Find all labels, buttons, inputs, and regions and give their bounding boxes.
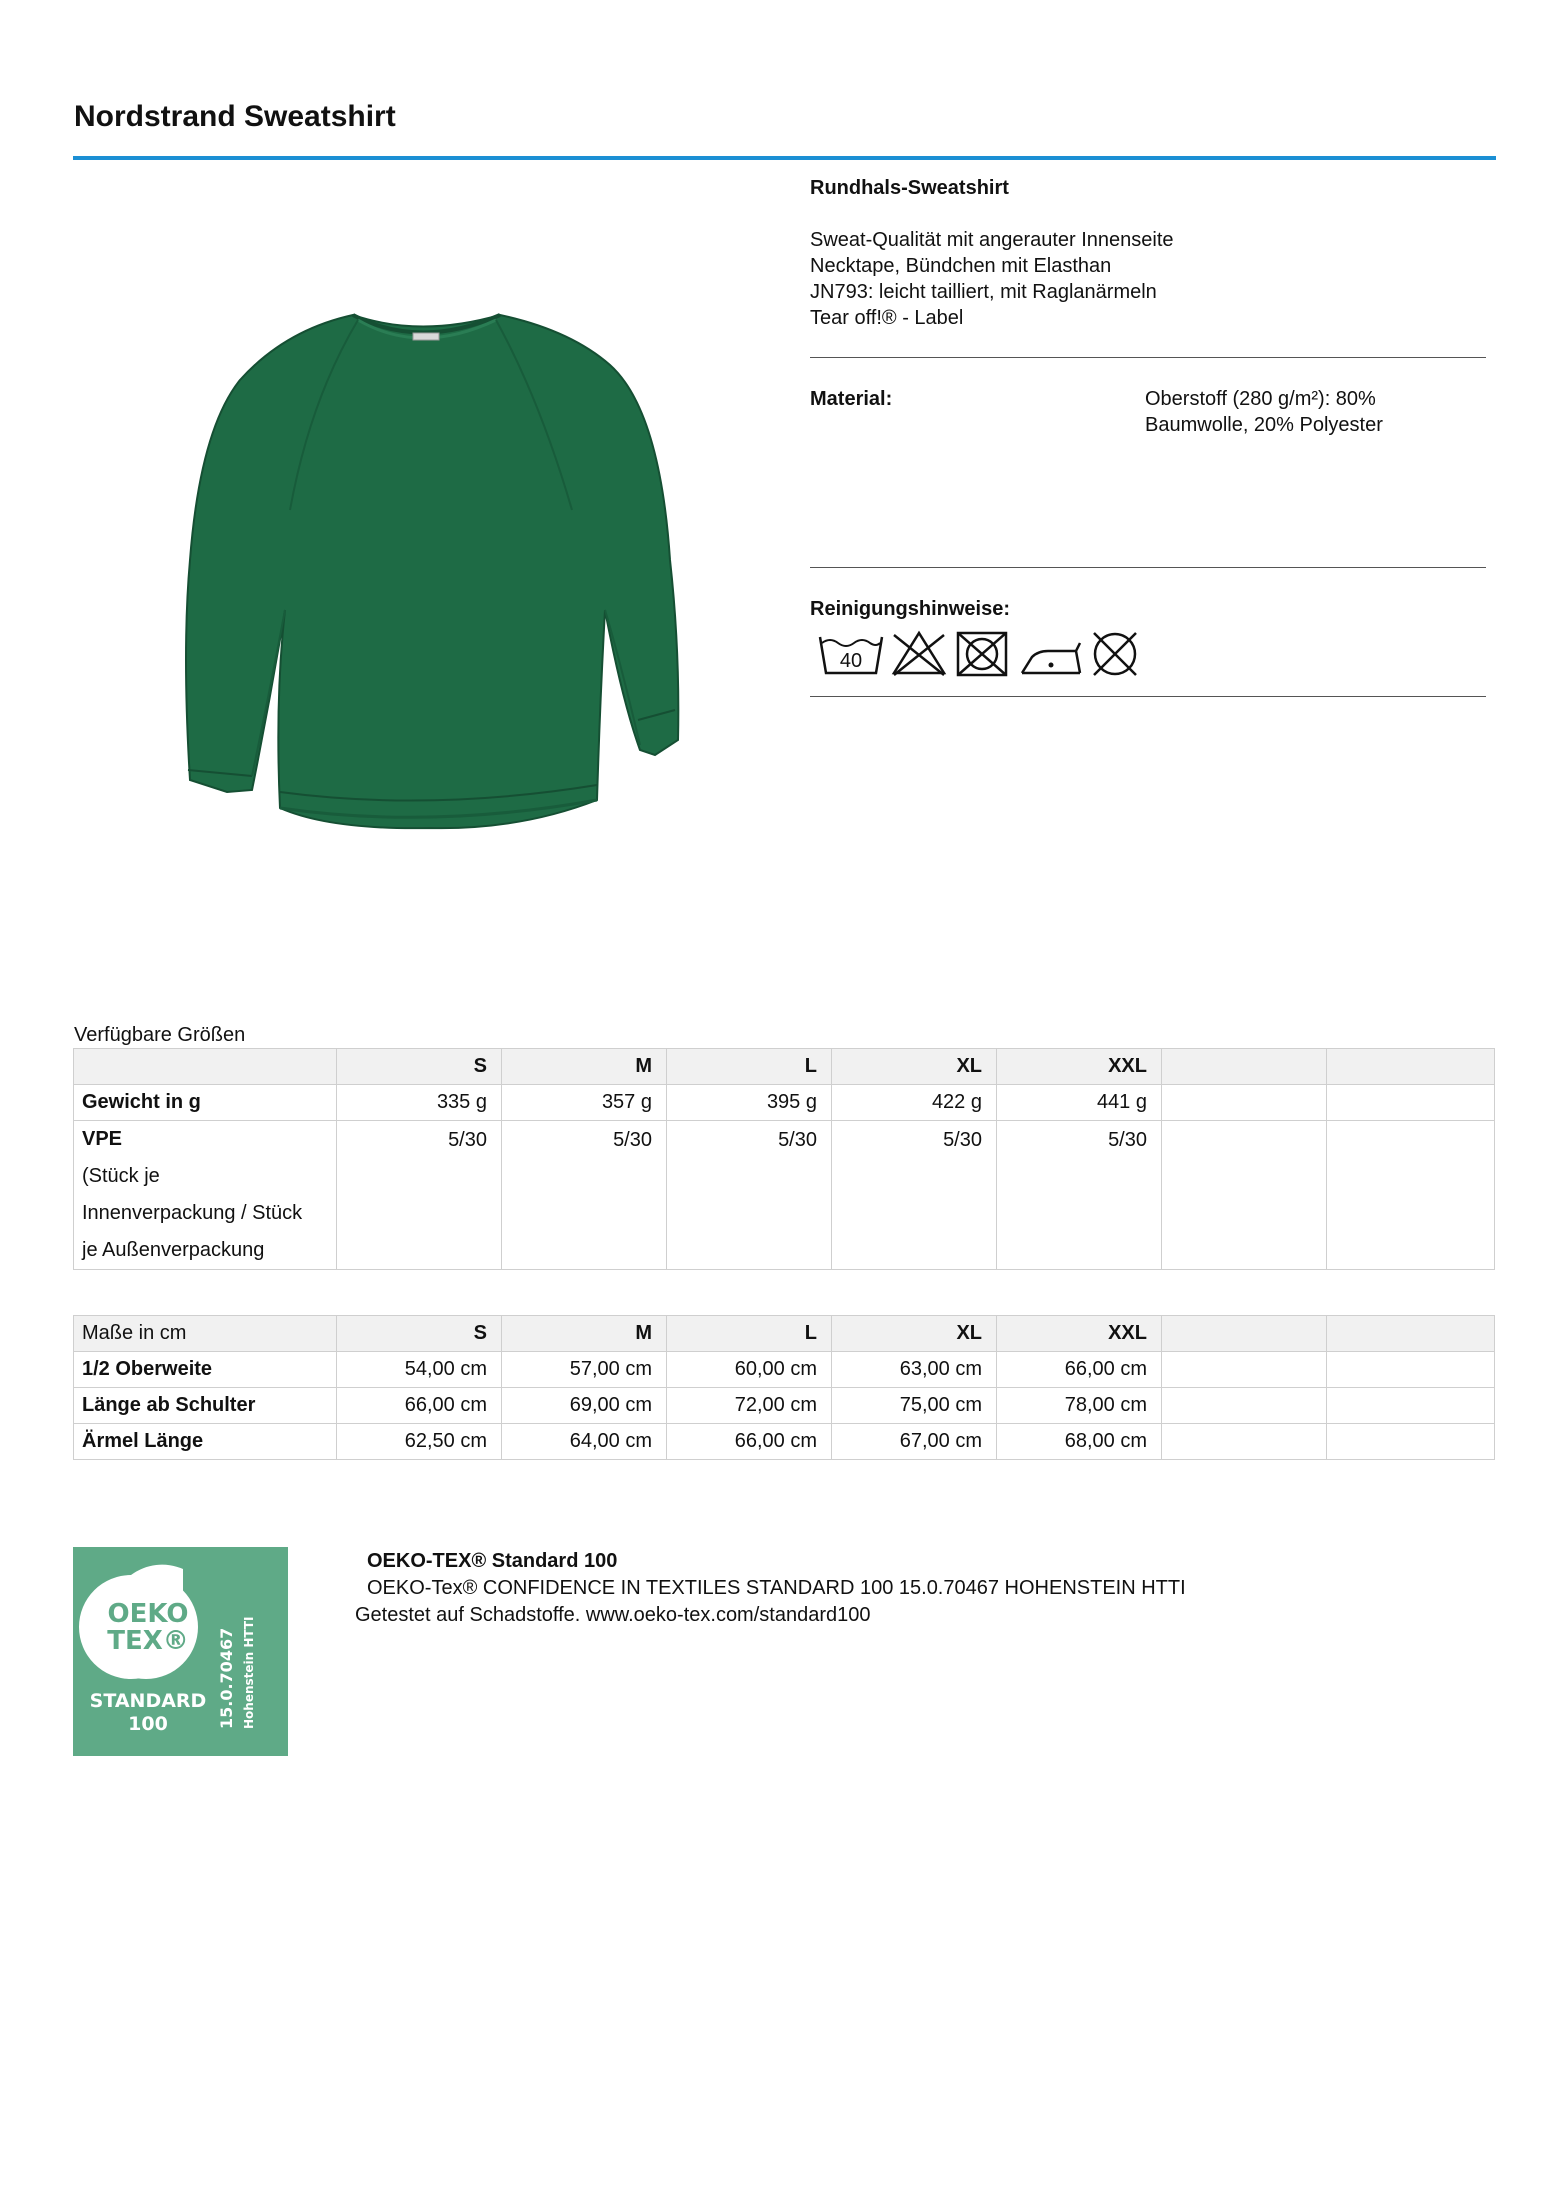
header-cell: M xyxy=(502,1049,667,1085)
svg-text:100: 100 xyxy=(128,1713,168,1735)
oeko-tex-info xyxy=(355,1548,1186,1629)
table-cell xyxy=(1327,1352,1495,1388)
sweatshirt-illustration xyxy=(186,315,678,828)
table-cell: 395 g xyxy=(667,1085,832,1121)
table-cell xyxy=(1162,1121,1327,1270)
table-cell xyxy=(1327,1085,1495,1121)
table-cell: 66,00 cm xyxy=(667,1424,832,1460)
table-row xyxy=(74,1085,1495,1121)
no-tumble-dry-icon xyxy=(958,633,1006,675)
header-cell: XL xyxy=(832,1049,997,1085)
svg-text:STANDARD: STANDARD xyxy=(89,1690,207,1712)
oeko-line: OEKO-Tex® CONFIDENCE IN TEXTILES STANDARD 100 15.0.70467 HOHENSTEIN HTTI xyxy=(367,1577,1186,1599)
table-cell: 5/30 xyxy=(337,1121,502,1270)
no-bleach-icon xyxy=(894,633,944,675)
table-header-row xyxy=(74,1049,1495,1085)
sizes-table xyxy=(73,1048,1495,1270)
table-cell: 5/30 xyxy=(997,1121,1162,1270)
row-label xyxy=(74,1121,337,1270)
svg-text:40: 40 xyxy=(839,650,863,672)
header-cell xyxy=(74,1049,337,1085)
material-line: Baumwolle, 20% Polyester xyxy=(1145,414,1383,436)
table-row xyxy=(74,1388,1495,1424)
table-cell xyxy=(1162,1352,1327,1388)
table-cell: 422 g xyxy=(832,1085,997,1121)
header-cell: L xyxy=(667,1316,832,1352)
table-cell: 60,00 cm xyxy=(667,1352,832,1388)
svg-text:Hohenstein HTTI: Hohenstein HTTI xyxy=(242,1616,256,1729)
table-cell: 5/30 xyxy=(832,1121,997,1270)
row-label: Gewicht in g xyxy=(74,1085,337,1121)
header-cell: L xyxy=(667,1049,832,1085)
table-row xyxy=(74,1352,1495,1388)
table-cell xyxy=(1162,1424,1327,1460)
oeko-title: OEKO-TEX® Standard 100 xyxy=(367,1550,618,1572)
table-cell: 357 g xyxy=(502,1085,667,1121)
table-cell: 72,00 cm xyxy=(667,1388,832,1424)
oeko-tex-logo xyxy=(73,1547,288,1756)
wash-40-icon xyxy=(820,637,882,673)
header-cell: S xyxy=(337,1316,502,1352)
svg-text:15.0.70467: 15.0.70467 xyxy=(217,1627,236,1729)
vpe-note: Innenverpackung / Stück xyxy=(82,1202,303,1224)
header-cell: XL xyxy=(832,1316,997,1352)
header-cell: XXL xyxy=(997,1049,1162,1085)
iron-low-icon xyxy=(1022,643,1080,673)
header-cell xyxy=(1162,1049,1327,1085)
table-cell: 68,00 cm xyxy=(997,1424,1162,1460)
table-cell xyxy=(1162,1388,1327,1424)
row-label: Ärmel Länge xyxy=(74,1424,337,1460)
svg-text:TEX®: TEX® xyxy=(107,1626,189,1656)
table-cell: 66,00 cm xyxy=(337,1388,502,1424)
table-cell: 69,00 cm xyxy=(502,1388,667,1424)
header-cell: M xyxy=(502,1316,667,1352)
table-cell: 63,00 cm xyxy=(832,1352,997,1388)
title-divider xyxy=(73,156,1496,160)
feature-item: JN793: leicht tailliert, mit Raglanärmeln xyxy=(810,281,1157,303)
table-cell: 441 g xyxy=(997,1085,1162,1121)
feature-list xyxy=(810,227,1174,331)
feature-item: Necktape, Bündchen mit Elasthan xyxy=(810,255,1112,277)
header-cell xyxy=(1327,1049,1495,1085)
table-cell: 75,00 cm xyxy=(832,1388,997,1424)
section-divider xyxy=(810,696,1486,697)
table-cell: 67,00 cm xyxy=(832,1424,997,1460)
table-cell: 5/30 xyxy=(667,1121,832,1270)
section-divider xyxy=(810,567,1486,568)
table-row xyxy=(74,1121,1495,1270)
table-row xyxy=(74,1424,1495,1460)
header-cell: Maße in cm xyxy=(74,1316,337,1352)
material-line: Oberstoff (280 g/m²): 80% xyxy=(1145,388,1376,410)
oeko-line: Getestet auf Schadstoffe. www.oeko-tex.com/standard100 xyxy=(355,1604,871,1626)
no-dry-clean-icon xyxy=(1094,633,1136,675)
table-cell: 64,00 cm xyxy=(502,1424,667,1460)
care-label: Reinigungshinweise: xyxy=(810,598,1011,620)
table-header-row xyxy=(74,1316,1495,1352)
vpe-note: (Stück je xyxy=(82,1165,160,1187)
table-cell xyxy=(1327,1121,1495,1270)
header-cell: XXL xyxy=(997,1316,1162,1352)
vpe-label: VPE xyxy=(82,1128,123,1150)
row-label: Länge ab Schulter xyxy=(74,1388,337,1424)
header-cell xyxy=(1162,1316,1327,1352)
feature-item: Tear off!® - Label xyxy=(810,307,964,329)
product-image xyxy=(100,180,760,980)
table-cell: 5/30 xyxy=(502,1121,667,1270)
product-subtitle: Rundhals-Sweatshirt xyxy=(810,177,1009,199)
table-cell: 78,00 cm xyxy=(997,1388,1162,1424)
header-cell xyxy=(1327,1316,1495,1352)
table-cell: 57,00 cm xyxy=(502,1352,667,1388)
vpe-note: je Außenverpackung xyxy=(82,1239,265,1261)
page-title: Nordstrand Sweatshirt xyxy=(74,100,396,133)
table-cell: 62,50 cm xyxy=(337,1424,502,1460)
table-cell xyxy=(1327,1424,1495,1460)
sizes-caption: Verfügbare Größen xyxy=(74,1024,246,1046)
section-divider xyxy=(810,357,1486,358)
table-cell xyxy=(1162,1085,1327,1121)
measures-table xyxy=(73,1315,1495,1460)
care-symbols xyxy=(818,629,1158,679)
material-label: Material: xyxy=(810,388,893,410)
feature-item: Sweat-Qualität mit angerauter Innenseite xyxy=(810,229,1174,251)
table-cell: 66,00 cm xyxy=(997,1352,1162,1388)
svg-text:OEKO: OEKO xyxy=(107,1599,189,1629)
table-cell: 54,00 cm xyxy=(337,1352,502,1388)
header-cell: S xyxy=(337,1049,502,1085)
material-value xyxy=(1145,386,1383,438)
table-cell: 335 g xyxy=(337,1085,502,1121)
table-cell xyxy=(1327,1388,1495,1424)
row-label: 1/2 Oberweite xyxy=(74,1352,337,1388)
